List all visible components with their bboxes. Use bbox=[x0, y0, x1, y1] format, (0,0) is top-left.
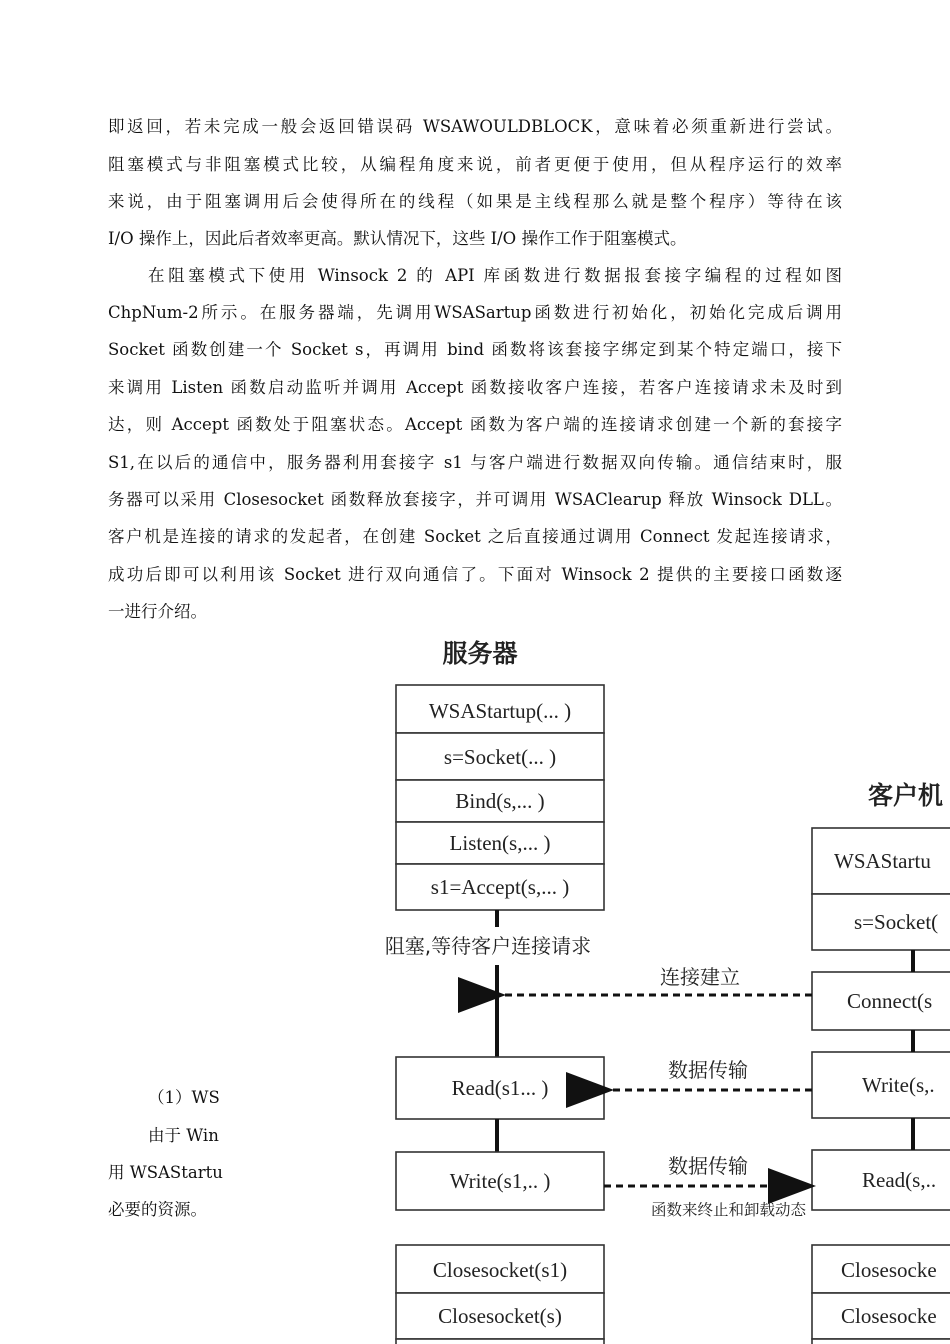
client-box-connect-label: Connect(s bbox=[847, 989, 933, 1013]
server-box-close-s1-label: Closesocket(s1) bbox=[432, 1258, 568, 1282]
body-line-8: 来调用 Listen 函数启动监听并调用 Accept 函数接收客户连接，若客户连接请求未及时到 bbox=[108, 378, 842, 397]
arrow-data-2-label: 数据传输 bbox=[668, 1154, 748, 1178]
arrow-connect-label: 连接建立 bbox=[660, 965, 740, 989]
server-box-accept-label: s1=Accept(s,... ) bbox=[430, 875, 570, 899]
server-box-socket-label: s=Socket(... ) bbox=[443, 745, 557, 769]
body-line-12: 客户机是连接的请求的发起者，在创建 Socket 之后直接通过调用 Connect 发起连接请求， bbox=[108, 527, 842, 546]
server-box-read-label: Read(s1... ) bbox=[451, 1076, 549, 1100]
body-line-1: 即返回，若未完成一般会返回错误码 WSAWOULDBLOCK，意味着必须重新进行尝试。 bbox=[108, 117, 842, 136]
client-box-read-label: Read(s,.. bbox=[862, 1168, 937, 1192]
server-title: 服务器 bbox=[442, 639, 518, 668]
client-box-write-label: Write(s,. bbox=[862, 1073, 935, 1097]
body-line-2: 阻塞模式与非阻塞模式比较，从编程角度来说，前者更便于使用，但从程序运行的效率 bbox=[108, 155, 842, 174]
section-heading: （1）WS bbox=[148, 1088, 220, 1107]
server-box-listen-label: Listen(s,... ) bbox=[449, 831, 551, 855]
partial-line-a: 由于 Win bbox=[148, 1126, 219, 1145]
partial-line-c: 必要的资源。 bbox=[108, 1200, 207, 1219]
body-line-7: Socket 函数创建一个 Socket s，再调用 bind 函数将该套接字绑定到某个特定端口，接下 bbox=[108, 340, 842, 359]
server-box-write-label: Write(s1,.. ) bbox=[449, 1169, 551, 1193]
server-box-bind-label: Bind(s,... ) bbox=[455, 789, 545, 813]
body-line-13: 成功后即可以利用该 Socket 进行双向通信了。下面对 Winsock 2 提供的主要接口函数逐 bbox=[108, 565, 842, 584]
body-line-4: I/O 操作上，因此后者效率更高。默认情况下，这些 I/O 操作工作于阻塞模式。 bbox=[108, 229, 687, 248]
body-line-11: 务器可以采用 Closesocket 函数释放套接字，并可调用 WSAClearup 释放 Winsock DLL。 bbox=[108, 490, 842, 509]
arrow-data-1-label: 数据传输 bbox=[668, 1058, 748, 1082]
body-line-10: S1,在以后的通信中，服务器利用套接字 s1 与客户端进行数据双向传输。通信结束时，服 bbox=[108, 453, 842, 472]
blocking-note: 阻塞,等待客户连接请求 bbox=[384, 934, 592, 958]
body-line-9: 达，则 Accept 函数处于阻塞状态。Accept 函数为客户端的连接请求创建一个新的套接字 bbox=[108, 415, 842, 434]
client-title: 客户机 bbox=[868, 781, 944, 810]
body-line-6: ChpNum-2所示。在服务器端，先调用WSASartup函数进行初始化，初始化完成后调用 bbox=[108, 303, 842, 322]
client-box-wsastartup-label: WSAStartu bbox=[834, 849, 931, 873]
client-box-socket-label: s=Socket( bbox=[854, 910, 939, 934]
body-line-14: 一进行介绍。 bbox=[108, 602, 207, 621]
client-box-close-2-label: Closesocke bbox=[841, 1304, 937, 1328]
server-box-wsastartup-label: WSAStartup(... ) bbox=[428, 699, 572, 723]
partial-line-b: 用 WSAStartu bbox=[108, 1163, 223, 1182]
body-line-5: 在阻塞模式下使用 Winsock 2 的 API 库函数进行数据报套接字编程的过程如图 bbox=[148, 266, 842, 285]
partial-line-c-right: 函数来终止和卸载动态 bbox=[651, 1201, 807, 1219]
client-box-close-1-label: Closesocke bbox=[841, 1258, 937, 1282]
body-line-3: 来说，由于阻塞调用后会使得所在的线程（如果是主线程那么就是整个程序）等待在该 bbox=[108, 192, 842, 211]
server-box-close-s-label: Closesocket(s) bbox=[438, 1304, 562, 1328]
